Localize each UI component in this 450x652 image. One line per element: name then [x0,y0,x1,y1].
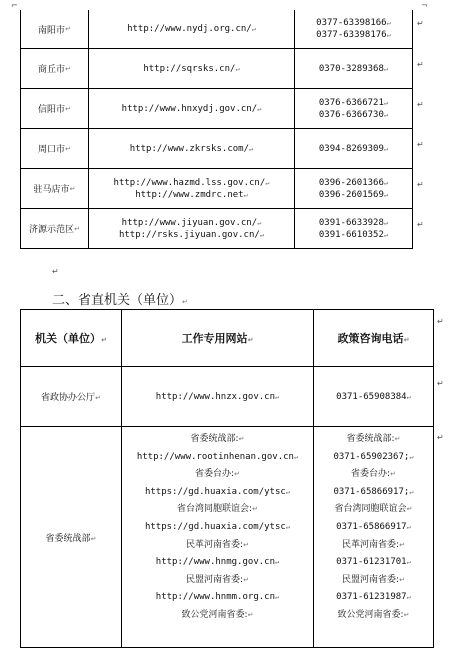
city-cell: 驻马店市 ↵ [21,169,89,208]
url-cell: http://www.nydj.org.cn/↵ [89,10,295,48]
url-cell: http://www.hazmd.lss.gov.cn/↵ http://www.zmdrc.net↵ [89,169,295,208]
row-end-mark: ↵ [437,379,444,388]
phone-cell: 0391-6633928↵ 0391-6610352↵ [318,217,389,240]
org-cell: 省政协办公厅↵ [21,367,122,426]
header-org: 机关（单位）↵ [21,310,122,366]
phone-cell: 0370-3289368↵ [318,63,389,74]
header-website: 工作专用网站↵ [122,310,314,366]
table-row [20,129,413,169]
website-cell: 省委统战部:↵ http://www.rootinhenan.gov.cn↵ 省委台办:↵ https://gd.huaxia.com/ytsc↵ 省台湾同胞联谊会:↵ https://gd.huaxia.com/ytsc↵ 民革河南省委:↵ http://www.hnmg.gov.cn↵ 民盟河南省委:↵ http://www.hnmm.org.cn↵ 致公党河南省委:↵ [122,427,314,647]
table-row [20,10,413,49]
url-cell: http://www.hnxydj.gov.cn/↵ [89,89,295,128]
city-cell: 南阳市 ↵ [21,10,89,48]
table-row [20,89,413,129]
city-cell: 济源示范区 ↵ [21,209,89,248]
url-cell: http://www.jiyuan.gov.cn/↵ http://rsks.jiyuan.gov.cn/↵ [89,209,295,248]
phone-cell: 0396-2601366↵ 0396-2601569↵ [318,177,389,200]
table-row [21,367,433,427]
corner-mark-left: ⌐ [11,1,18,10]
phone-cell: 0376-6366721↵ 0376-6366730↵ [318,97,389,120]
row-end-mark: ↵ [417,19,424,28]
phone-cell: 0394-8269309↵ [318,143,389,154]
table-row [20,49,413,89]
table-header-row [21,310,433,367]
table-row [21,427,433,647]
table-row [20,209,413,249]
city-cell: 周口市 ↵ [21,129,89,168]
phone-cell: 0377-63398166↵ 0377-63398176↵ [316,18,391,40]
phone-cell: 省委统战部:↵ 0371-65902367;↵ 省委台办:↵ 0371-65866917;↵ 省台湾同胞联谊会↵ 0371-65866917↵ 民革河南省委:↵ 0371-61231701↵ 民盟河南省委:↵ 0371-61231987↵ 致公党河南省委:↵ [333,434,414,620]
row-end-mark: ↵ [417,60,424,69]
header-phone: 政策咨询电话↵ [337,332,410,345]
phone-cell: 0371-65908384↵ [336,391,411,402]
row-end-mark: ↵ [437,317,444,326]
row-end-mark: ↵ [417,220,424,229]
row-end-mark: ↵ [417,180,424,189]
website-cell: http://www.hnzx.gov.cn↵ [122,367,314,426]
row-end-mark: ↵ [417,140,424,149]
table-row [20,169,413,209]
org-cell: 省委统战部↵ [21,427,122,647]
city-cell: 商丘市 ↵ [21,49,89,88]
row-end-mark: ↵ [437,433,444,442]
url-cell: http://www.zkrsks.com/↵ [89,129,295,168]
paragraph-mark: ↵ [52,267,59,276]
section-heading: 二、省直机关（单位）↵ [52,293,188,308]
corner-mark-right: ¬ [421,1,428,10]
url-cell: http://sqrsks.cn/↵ [89,49,295,88]
provincial-org-table [20,309,434,648]
city-contact-table [20,10,413,249]
city-cell: 信阳市 ↵ [21,89,89,128]
row-end-mark: ↵ [417,100,424,109]
